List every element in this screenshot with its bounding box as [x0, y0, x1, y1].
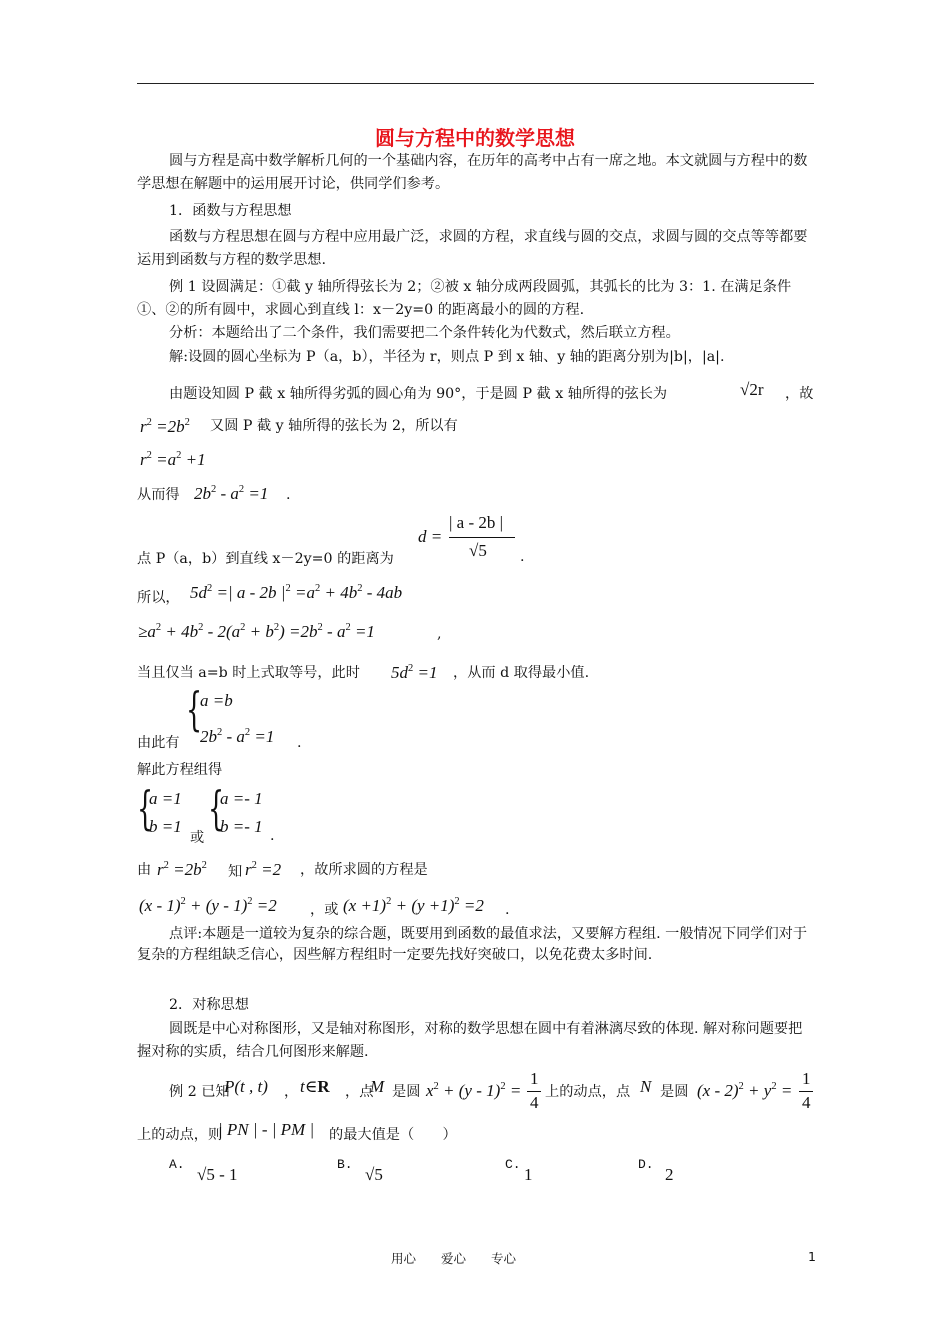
ex2-h: 的最大值是（ ） — [329, 1127, 457, 1143]
ex2-d: 是圆 — [392, 1084, 421, 1100]
choice-b-letter[interactable]: B. — [337, 1157, 353, 1172]
system2-line1: a =1 — [149, 789, 182, 808]
ex2-c: ，点 — [345, 1084, 374, 1100]
page-title: 圆与方程中的数学思想 — [375, 126, 575, 150]
choice-a-letter[interactable]: A. — [169, 1157, 185, 1172]
step11-a: 由 — [137, 862, 152, 878]
header-rule — [137, 83, 814, 84]
section2-heading: 2．对称思想 — [169, 997, 249, 1013]
circle2-frac-den: 4 — [802, 1093, 811, 1112]
section1-heading: 1．函数与方程思想 — [169, 203, 292, 219]
ex2-circle1: $x^2 + (y - 1)^2$ = — [426, 1081, 522, 1100]
step11-b: 知 — [228, 864, 243, 880]
step8-math: $5d^2 =1$ — [391, 663, 438, 682]
answer-period: . — [505, 902, 510, 918]
ex2-point-m: M — [370, 1077, 385, 1096]
example1-text: 例 1 设圆满足：①截 y 轴所得弦长为 2；②被 x 轴分成两段圆弧，其弧长的比为 3：1. 在满足条件①、②的所有圆中，求圆心到直线 l：x－2y=0 的距离最小的圆的方程. — [137, 279, 792, 318]
step4-period: . — [286, 487, 291, 503]
system3-brace: { — [208, 781, 225, 835]
system3-period: . — [270, 828, 275, 844]
ex2-point-p: P(t , t) — [224, 1077, 268, 1096]
circle2-frac-num: 1 — [802, 1069, 811, 1088]
analysis-text: 分析：本题给出了二个条件，我们需要把二个条件转化为代数式，然后联立方程。 — [169, 325, 680, 341]
choice-b-value[interactable]: √5 — [365, 1165, 383, 1184]
step3-math: $r^2 =a^2 +1$ — [140, 450, 206, 469]
choice-c-letter[interactable]: C. — [505, 1157, 521, 1172]
step6-math: $5d^2$ =| a - 2b $|^2 =a^2 + 4b^2 - 4ab$ — [190, 583, 403, 602]
system1-period: . — [297, 735, 302, 751]
answer1-math: (x - 1)$^2$ + (y - 1)$^2$ =2 — [139, 896, 277, 915]
step2-text: 又圆 P 截 y 轴所得的弦长为 2，所以有 — [210, 418, 458, 434]
distance-numerator: | a - 2b | — [449, 513, 504, 532]
choice-c-value[interactable]: 1 — [524, 1165, 533, 1184]
ex2-point-n: N — [640, 1077, 652, 1096]
choice-d-value[interactable]: 2 — [665, 1165, 674, 1184]
ex2-t-real: t∈R — [300, 1077, 330, 1096]
answer-or: ，或 — [310, 902, 339, 918]
distance-d: d = — [418, 527, 443, 546]
step1-tail: ，故 — [785, 386, 814, 402]
system2-brace: { — [137, 781, 154, 835]
or-text: 或 — [190, 830, 205, 846]
circle2-frac-bar — [799, 1091, 813, 1092]
step11-c: ，故所求圆的方程是 — [300, 862, 428, 878]
step11-math1: $r^2 =2b^2$ — [157, 860, 207, 879]
solution-text: 解:设圆的圆心坐标为 P（a，b），半径为 r，则点 P 到 x 轴、y 轴的距离分别为|b|，|a|. — [169, 349, 725, 365]
step1-text: 由题设知圆 P 截 x 轴所得劣弧的圆心角为 90°，于是圆 P 截 x 轴所得的弦长为 — [169, 386, 668, 402]
system3-line1: a =- 1 — [220, 789, 263, 808]
ex2-e: 上的动点，点 — [545, 1084, 631, 1100]
step1-math: √2r — [740, 380, 764, 399]
system1-brace: { — [186, 682, 203, 736]
step10-text: 解此方程组得 — [137, 762, 223, 778]
section2-desc: 圆既是中心对称图形，又是轴对称图形，对称的数学思想在圆中有着淋漓尽致的体现. 解对称问题要把握对称的实质，结合几何图形来解题. — [137, 1021, 803, 1060]
ex2-b: ， — [284, 1084, 299, 1100]
comment-text: 点评:本题是一道较为复杂的综合题，既要用到函数的最值求法，又要解方程组. 一般情况下同学们对于复杂的方程组缺乏信心，因些解方程组时一定要先找好突破口，以免花费太多时间. — [137, 926, 808, 963]
circle1-frac-den: 4 — [530, 1093, 539, 1112]
step5-period: . — [520, 549, 525, 565]
circle1-frac-num: 1 — [530, 1069, 539, 1088]
distance-denominator: √5 — [469, 541, 487, 560]
system1-line2: $2b^2 - a^2 =1$ — [200, 727, 275, 746]
distance-fraction-bar — [449, 537, 515, 538]
system2-line2: b =1 — [149, 817, 182, 836]
intro-paragraph: 圆与方程是高中数学解析几何的一个基础内容，在历年的高考中占有一席之地。本文就圆与方程中的数学思想在解题中的运用展开讨论，供同学们参考。 — [137, 153, 808, 192]
page-number: 1 — [808, 1249, 816, 1264]
ex2-a: 例 2 已知 — [169, 1084, 230, 1100]
step4-math: $2b^2 - a^2 =1$ — [194, 484, 269, 503]
step7-math: $\ge a^2 + 4b^2 - 2(a^2 + b^2) =2b^2 - a^2 =1$ — [138, 622, 375, 641]
ex2-expression: | PN | - | PM | — [218, 1120, 315, 1139]
circle1-frac-bar — [527, 1091, 541, 1092]
footer-text: 用心 爱心 专心 — [391, 1251, 517, 1266]
step5-text: 点 P（a，b）到直线 x－2y=0 的距离为 — [137, 551, 394, 567]
system3-line2: b =- 1 — [220, 817, 263, 836]
system1-line1: a =b — [200, 691, 233, 710]
answer2-math: $(x +1)^2 + (y +1)^2 =2$ — [343, 896, 484, 915]
step7-comma: , — [437, 626, 442, 642]
choice-d-letter[interactable]: D. — [638, 1157, 654, 1172]
step11-math2: $r^2 =2$ — [245, 860, 282, 879]
step4-text: 从而得 — [137, 487, 180, 503]
step8-text-a: 当且仅当 a=b 时上式取等号，此时 — [137, 665, 360, 681]
step2-math: $r^2 =2b^2$ — [140, 417, 190, 436]
choice-a-value[interactable]: √5 - 1 — [197, 1165, 238, 1184]
step8-text-b: ，从而 d 取得最小值. — [453, 665, 590, 681]
section1-desc: 函数与方程思想在圆与方程中应用最广泛，求圆的方程，求直线与圆的交点，求圆与圆的交点等等都要运用到函数与方程的数学思想. — [137, 229, 808, 268]
ex2-g: 上的动点，则 — [137, 1127, 223, 1143]
ex2-circle2: $(x - 2)^2 + y^2$ = — [697, 1081, 793, 1100]
step9-text: 由此有 — [137, 735, 180, 751]
step6-text: 所以， — [137, 590, 180, 606]
ex2-f: 是圆 — [660, 1084, 689, 1100]
